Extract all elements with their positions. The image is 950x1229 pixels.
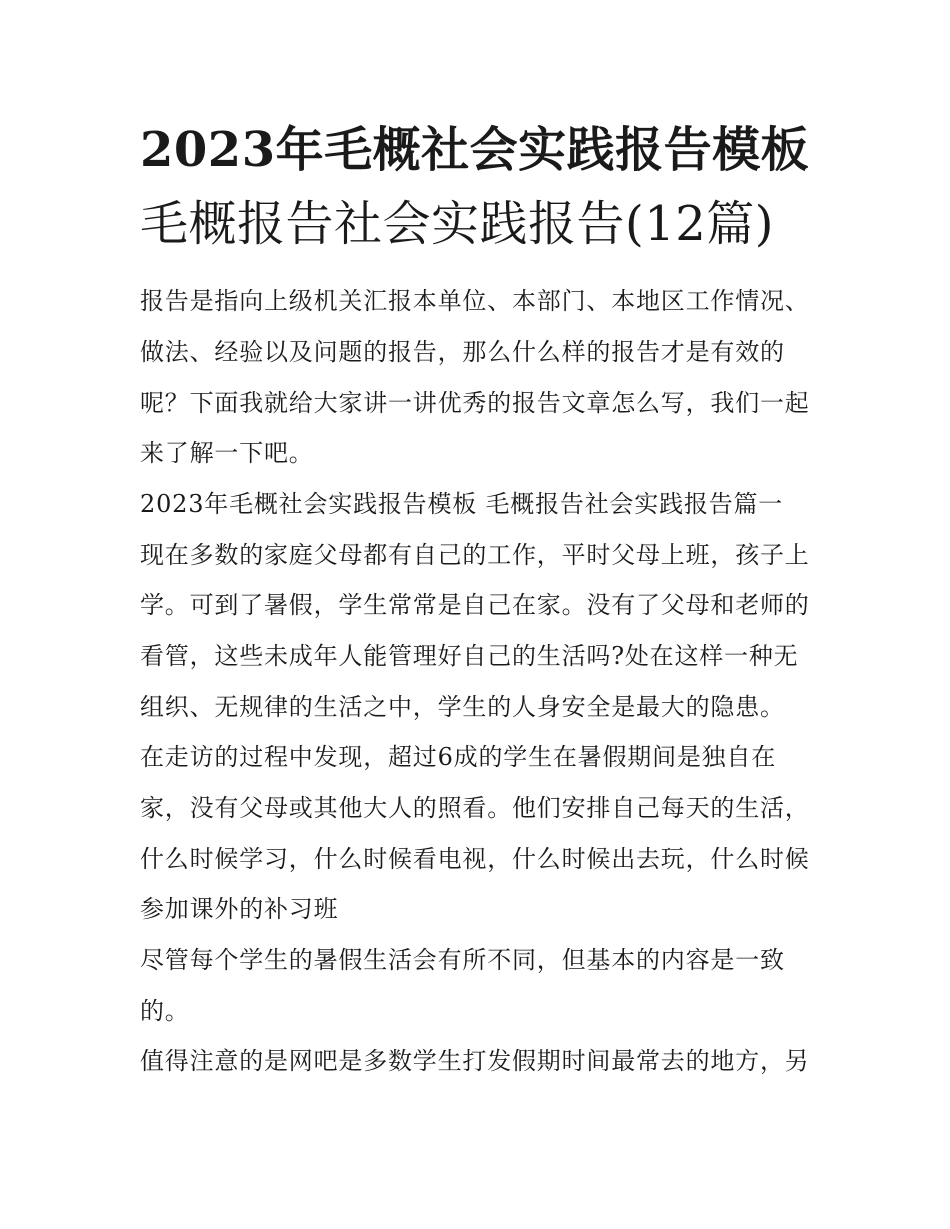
body-line: 来了解一下吧。 bbox=[140, 439, 314, 467]
body-line: 在走访的过程中发现，超过6成的学生在暑假期间是独自在 bbox=[140, 743, 777, 771]
body-line: 值得注意的是网吧是多数学生打发假期时间最常去的地方，另 bbox=[140, 1047, 810, 1075]
body-line: 呢？下面我就给大家讲一讲优秀的报告文章怎么写，我们一起 bbox=[140, 389, 810, 417]
body-line: 学。可到了暑假，学生常常是自己在家。没有了父母和老师的 bbox=[140, 591, 810, 619]
body-line: 什么时候学习，什么时候看电视，什么时候出去玩，什么时候 bbox=[140, 845, 810, 873]
body-line: 的。 bbox=[140, 997, 190, 1025]
body-line: 尽管每个学生的暑假生活会有所不同，但基本的内容是一致 bbox=[140, 946, 785, 974]
body-line: 组织、无规律的生活之中，学生的人身安全是最大的隐患。 bbox=[140, 693, 785, 721]
body-line: 家，没有父母或其他大人的照看。他们安排自己每天的生活， bbox=[140, 794, 810, 822]
section-heading: 2023年毛概社会实践报告模板 毛概报告社会实践报告篇一 bbox=[140, 490, 784, 518]
body-line: 看管，这些未成年人能管理好自己的生活吗?处在这样一种无 bbox=[140, 642, 799, 670]
document-title-line-2: 毛概报告社会实践报告(12篇) bbox=[140, 196, 775, 252]
body-line: 报告是指向上级机关汇报本单位、本部门、本地区工作情况、 bbox=[140, 287, 810, 315]
body-line: 参加课外的补习班 bbox=[140, 895, 339, 923]
body-line: 做法、经验以及问题的报告，那么什么样的报告才是有效的 bbox=[140, 338, 785, 366]
body-line: 现在多数的家庭父母都有自己的工作，平时父母上班，孩子上 bbox=[140, 541, 810, 569]
document-title-line-1: 2023年毛概社会实践报告模板 bbox=[140, 122, 810, 178]
